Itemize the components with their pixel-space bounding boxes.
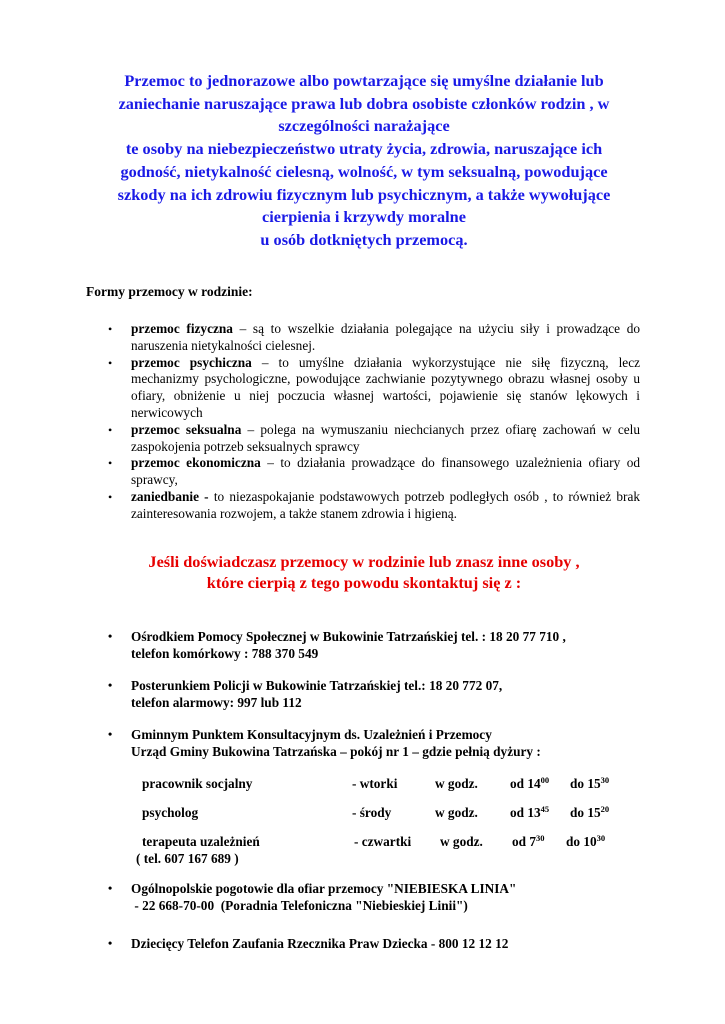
form-description: to niezaspokajanie podstawowych potrzeb podległych osób , to również brak zainteresowania rozwojem, a także stanem zdrowia i higieną. xyxy=(131,488,640,521)
intro-line: szczególności narażające xyxy=(278,116,450,136)
contact-list xyxy=(108,628,668,662)
form-description: – polega na wymuszaniu niechcianych przez ofiarę zachowań w celu zaspokojenia potrzeb seksualnych sprawcy xyxy=(131,421,640,454)
contact-item xyxy=(108,628,668,662)
contact-line: Dziecięcy Telefon Zaufania Rzecznika Praw Dziecka - 800 12 12 12 xyxy=(131,936,509,951)
duty-day: - środy xyxy=(352,805,392,820)
contact-line: Ogólnopolskie pogotowie dla ofiar przemocy "NIEBIESKA LINIA" xyxy=(131,881,517,896)
duty-row xyxy=(142,776,662,796)
duty-to xyxy=(570,776,609,792)
contact-line: Posterunkiem Policji w Bukowinie Tatrzańskiej tel.: 18 20 772 07, xyxy=(131,678,503,693)
contact-item xyxy=(108,726,668,760)
intro-line: Przemoc to jednorazowe albo powtarzające się umyślne działanie lub xyxy=(124,71,604,90)
duty-from-sup: 00 xyxy=(540,775,550,785)
contact-item xyxy=(108,677,668,711)
duty-from-text: od 13 xyxy=(510,805,541,820)
form-description: – to umyślne działania wykorzystujące nie siłę fizyczną, lecz mechanizmy psychologiczne, powodujące zachwianie pozytywnego obrazu własnej osoby u ofiary, obniżenie u niej poczucia własnej wartości, pojawienie się stanów lękowych i nerwicowych xyxy=(131,354,640,420)
intro-line: cierpienia i krzywdy moralne xyxy=(262,207,466,227)
bullet-icon: • xyxy=(108,727,113,741)
contact-list xyxy=(108,880,668,914)
intro-line: godność, nietykalność cielesną, wolność, w tym seksualną, powodujące xyxy=(120,161,608,181)
forms-heading: Formy przemocy w rodzinie: xyxy=(86,284,253,299)
list-item xyxy=(108,321,640,355)
contact-line: telefon alarmowy: 997 lub 112 xyxy=(131,695,302,710)
bullet-icon: • xyxy=(108,629,113,643)
duty-day: - wtorki xyxy=(352,776,398,791)
bullet-icon: • xyxy=(108,881,113,895)
contact-item xyxy=(108,935,668,952)
duty-to-text: do 15 xyxy=(570,776,601,791)
form-term: przemoc fizyczna xyxy=(131,321,233,336)
duty-from-text: od 14 xyxy=(510,776,541,791)
duty-to-sup: 30 xyxy=(596,833,606,843)
duty-label: w godz. xyxy=(435,805,478,820)
bullet-icon: • xyxy=(108,322,113,336)
duty-row xyxy=(142,805,662,825)
duty-to-sup: 20 xyxy=(600,804,610,814)
duty-role: psycholog xyxy=(142,805,199,820)
list-item xyxy=(108,455,640,489)
duty-phone: ( tel. 607 167 689 ) xyxy=(136,851,239,866)
bullet-icon: • xyxy=(108,489,113,504)
contact-item xyxy=(108,880,668,914)
duty-label: w godz. xyxy=(440,834,483,849)
list-item xyxy=(108,422,640,456)
contact-list xyxy=(108,726,668,760)
duty-from xyxy=(510,805,549,821)
contact-line: Gminnym Punktem Konsultacyjnym ds. Uzależnień i Przemocy xyxy=(131,727,492,742)
duty-from xyxy=(512,834,545,850)
contact-list xyxy=(108,935,668,952)
duty-to xyxy=(570,805,609,821)
bullet-icon: • xyxy=(108,456,113,471)
form-description: – są to wszelkie działania polegające na użyciu siły i prowadzące do naruszenia nietykalności cielesnej. xyxy=(131,321,640,353)
contact-line: Ośrodkiem Pomocy Społecznej w Bukowinie Tatrzańskiej tel. : 18 20 77 710 , xyxy=(131,629,566,644)
call-to-action xyxy=(80,551,648,593)
intro-line: u osób dotkniętych przemocą. xyxy=(260,229,468,249)
contact-list xyxy=(108,677,668,711)
duty-from xyxy=(510,776,549,792)
list-item xyxy=(108,489,640,523)
bullet-icon: • xyxy=(108,678,113,692)
form-term: przemoc seksualna xyxy=(131,421,242,437)
contact-line: - 22 668-70-00 (Poradnia Telefoniczna "Niebieskiej Linii") xyxy=(131,898,468,913)
intro-line: zaniechanie naruszające prawa lub dobra osobiste członków rodzin , w xyxy=(118,93,610,113)
duty-to xyxy=(566,834,605,850)
contact-line: telefon komórkowy : 788 370 549 xyxy=(131,646,319,661)
duty-from-text: od 7 xyxy=(512,834,537,849)
duty-label: w godz. xyxy=(435,776,478,791)
duty-day: - czwartki xyxy=(354,834,412,849)
duty-role: pracownik socjalny xyxy=(142,776,253,791)
bullet-icon: • xyxy=(108,936,113,950)
form-term: przemoc psychiczna xyxy=(131,354,252,370)
intro-definition xyxy=(80,70,648,252)
duty-to-sup: 30 xyxy=(600,775,610,785)
duty-from-sup: 30 xyxy=(536,833,545,843)
duty-role: terapeuta uzależnień xyxy=(142,834,260,849)
form-description: – to działania prowadzące do finansowego uzależnienia ofiary od sprawcy, xyxy=(131,455,640,488)
form-term: przemoc ekonomiczna xyxy=(131,455,261,471)
cta-line: Jeśli doświadczasz przemocy w rodzinie lub znasz inne osoby , xyxy=(148,552,580,571)
list-item xyxy=(108,355,640,422)
bullet-icon: • xyxy=(108,422,113,437)
duty-from-sup: 45 xyxy=(540,804,550,814)
duty-to-text: do 10 xyxy=(566,834,597,849)
duty-to-text: do 15 xyxy=(570,805,601,820)
cta-line: które cierpią z tego powodu skontaktuj się z : xyxy=(206,573,522,592)
form-term: zaniedbanie - xyxy=(131,488,209,504)
intro-line: te osoby na niebezpieczeństwo utraty życia, zdrowia, naruszające ich xyxy=(125,139,603,159)
bullet-icon: • xyxy=(108,355,113,370)
contact-line: Urząd Gminy Bukowina Tatrzańska – pokój nr 1 – gdzie pełnią dyżury : xyxy=(131,744,541,759)
intro-line: szkody na ich zdrowiu fizycznym lub psychicznym, a także wywołujące xyxy=(117,184,611,204)
forms-list xyxy=(108,321,640,523)
